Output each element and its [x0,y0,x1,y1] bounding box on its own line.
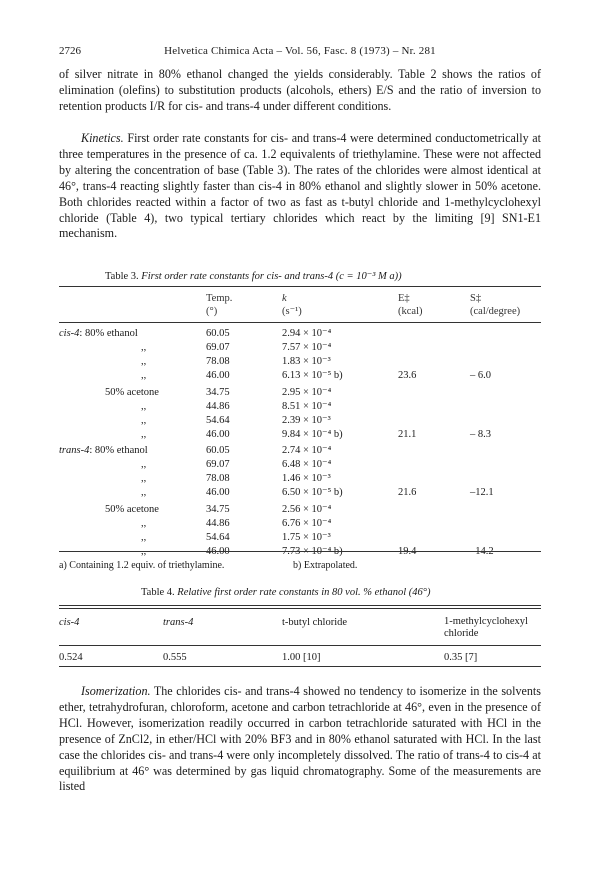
table3-cell-k: 2.56 × 10⁻⁴ [282,503,332,515]
table3-cell-s: –12.1 [470,487,494,498]
table3-header-rule [59,322,541,323]
table4-title: Relative first order rate constants in 80 vol. % ethanol (46°) [177,587,431,598]
table3-cell-k: 2.39 × 10⁻³ [282,414,331,426]
table3-header-temp-unit: (°) [206,306,218,317]
table3-footnote-a: a) Containing 1.2 equiv. of triethylamine. [59,560,225,571]
table3-cell-group: ,, [141,517,147,529]
table3-cell-group: ,, [141,370,147,381]
table3-cell-group: 50% acetone [105,386,159,398]
section-heading-isomerization: Isomerization. [81,684,151,698]
table4-header-cis4: cis-4 [59,617,80,628]
table3-cell-e: 21.1 [398,428,417,440]
table3-cell-s: – 8.3 [470,428,491,440]
section-heading-kinetics: Kinetics. [81,131,124,145]
table3-cell-temp: 46.00 [206,545,230,557]
table3-cell-k: 9.84 × 10⁻⁴ b) [282,428,343,440]
table3-cell-k: 2.94 × 10⁻⁴ [282,328,332,339]
table3-header-s: S‡ [470,293,482,304]
table3-cell-temp: 34.75 [206,503,230,515]
table4-header-methylcyclohexyl: 1-methylcyclohexyl chloride [444,616,528,639]
table3-header-e-unit: (kcal) [398,306,423,317]
table3-cell-e: 19.4 [398,545,417,557]
table4-label: Table 4. [141,587,175,598]
isomerization-text: The chlorides cis- and trans-4 showed no tendency to isomerize in the solvents ether, tetrahydrofuran, chloroform, acetone and carbon tetrachloride at 46°, even in the presence of HCl. However, isomerization readily occurred in carbon tetrachloride saturated with HCl in the presence of ZnCl2, in ether/HCl with 20% BF3 and in 80% ethanol saturated with HCl. In the last case the chlorides cis- and trans-4 were only incompletely dissolved. The ratio of trans-4 to cis-4 at equilibrium at 46° was determined by gas liquid chromatography. Some of the measurements are listed [59,684,541,794]
table3-cell-temp: 78.08 [206,473,230,484]
table3-cell-temp: 44.86 [206,400,230,412]
table3-cell-group: ,, [141,342,147,353]
table3-cell-s: – 6.0 [470,370,491,381]
table3-cell-temp: 46.00 [206,428,230,440]
table3-cell-temp: 54.64 [206,531,230,543]
table3-cell-group: trans-4: 80% ethanol [59,445,148,456]
table3-cell-temp: 46.00 [206,487,230,498]
table3-header-k-unit: (s⁻¹) [282,306,302,317]
table3-cell-group: ,, [141,459,147,470]
table3-label: Table 3. [105,271,139,282]
table4-value-trans4: 0.555 [163,652,187,663]
table3-cell-temp: 44.86 [206,517,230,529]
table3-caption [105,270,402,282]
table3-cell-group: ,, [141,356,147,367]
table3-cell-temp: 78.08 [206,356,230,367]
table3-cell-temp: 60.05 [206,445,230,456]
table3-cell-temp: 46.00 [206,370,230,381]
journal-title: Helvetica Chimica Acta – Vol. 56, Fasc. 8 (1973) – Nr. 281 [164,45,436,57]
table3-cell-group: cis-4: 80% ethanol [59,328,138,339]
paragraph-isomerization [59,684,541,795]
page-number: 2726 [59,45,81,57]
table3-cell-group: ,, [141,545,147,557]
table4-caption [141,587,430,598]
table3-footnote-b: b) Extrapolated. [293,560,358,571]
table3-cell-k: 8.51 × 10⁻⁴ [282,400,332,412]
table3-cell-group: ,, [141,531,147,543]
running-head [59,45,541,59]
table3-cell-group: 50% acetone [105,503,159,515]
table3-cell-k: 7.57 × 10⁻⁴ [282,342,332,353]
table3-cell-temp: 54.64 [206,414,230,426]
table3-cell-k: 2.74 × 10⁻⁴ [282,445,332,456]
table3-cell-group: ,, [141,487,147,498]
table3-header-k: k [282,293,287,304]
paragraph-kinetics [59,131,541,242]
table3-header-s-unit: (cal/degree) [470,306,521,317]
table3-header-temp: Temp. [206,293,233,304]
table3-cell-k: 6.13 × 10⁻⁵ b) [282,370,343,381]
table3-title: First order rate constants for cis- and trans-4 (c = 10⁻³ M a)) [141,271,402,282]
table3-cell-temp: 60.05 [206,328,230,339]
table3-cell-k: 6.76 × 10⁻⁴ [282,517,332,529]
table4-top-rule [59,605,541,609]
table3-cell-k: 2.95 × 10⁻⁴ [282,386,332,398]
table4-value-methylcyclohexyl: 0.35 [7] [444,652,478,663]
table3-cell-group: ,, [141,414,147,426]
paragraph-continued: of silver nitrate in 80% ethanol changed the yields considerably. Table 2 shows the ratios of elimination (olefins) to substitution products (alcohols, ethers) E/S and the ratio of inversion to retention products I/R for cis- and trans-4 under different conditions. [59,67,541,113]
table3-bottom-rule [59,551,541,552]
table3-cell-e: 23.6 [398,370,417,381]
table3-cell-k: 6.48 × 10⁻⁴ [282,459,332,470]
table3-cell-temp: 34.75 [206,386,230,398]
table3-cell-group: ,, [141,428,147,440]
table4-header-tbutyl: t-butyl chloride [282,617,348,628]
table4-header-trans4: trans-4 [163,617,194,628]
table4-header-rule [59,645,541,646]
table3-cell-k: 1.75 × 10⁻³ [282,531,331,543]
table3-cell-k: 1.83 × 10⁻³ [282,356,331,367]
table4-bottom-rule [59,666,541,667]
table3-top-rule [59,286,541,287]
table3-header-e: E‡ [398,293,410,304]
table3-cell-s: –14.2 [470,545,494,557]
table4-value-tbutyl: 1.00 [10] [282,652,321,663]
table3-cell-k: 7.73 × 10⁻⁴ b) [282,545,343,557]
kinetics-text: First order rate constants for cis- and trans-4 were determined conductometrically at three temperatures in the presence of ca. 1.2 equivalents of triethylamine. These were not affected by altering the concentration of base (Table 3). The rates of the chlorides were almost identical at 46°, trans-4 reacting slightly faster than cis-4 in 80% ethanol and slightly slower in 50% acetone. Both chlorides reacted within a factor of two as fast as t-butyl chloride and 1-methylcyclohexyl chloride (Table 4), two typical tertiary chlorides which react by the limiting [9] SN1-E1 mechanism. [59,131,542,241]
table3-cell-e: 21.6 [398,487,417,498]
table3-cell-group: ,, [141,400,147,412]
table3-cell-temp: 69.07 [206,459,230,470]
table4-value-cis4: 0.524 [59,652,83,663]
table3-cell-group: ,, [141,473,147,484]
table3-cell-temp: 69.07 [206,342,230,353]
table3-cell-k: 1.46 × 10⁻³ [282,473,331,484]
table3-cell-k: 6.50 × 10⁻⁵ b) [282,487,343,498]
